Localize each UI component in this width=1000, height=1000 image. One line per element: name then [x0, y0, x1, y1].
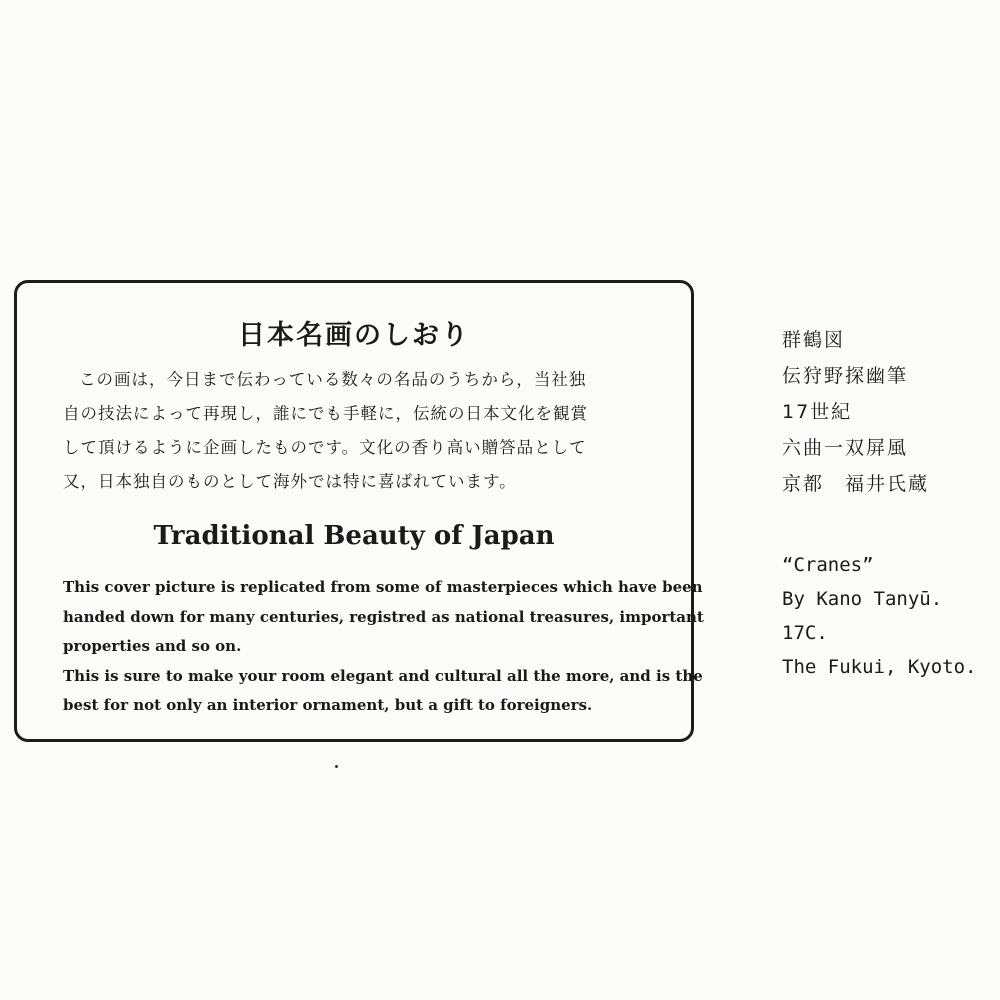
caption-title: 群鶴図: [782, 329, 846, 351]
japanese-line: 又，日本独自のものとして海外では特に喜ばれています。: [63, 472, 517, 491]
english-title: Traditional Beauty of Japan: [153, 521, 555, 551]
caption-artist: 伝狩野探幽筆: [782, 365, 909, 387]
english-line: This cover picture is replicated from some of masterpieces which have been: [63, 578, 703, 596]
print-speck: [335, 765, 338, 768]
caption-period: 17世紀: [782, 401, 853, 423]
japanese-description: [63, 363, 673, 499]
english-caption: [782, 548, 976, 684]
caption-collection: 京都 福井氏蔵: [782, 473, 930, 495]
caption-title-en: “Cranes”: [782, 554, 874, 576]
japanese-line: 自の技法によって再現し，誰にでも手軽に，伝統の日本文化を観賞: [63, 404, 588, 423]
caption-format: 六曲一双屏風: [782, 437, 909, 459]
caption-collection-en: The Fukui, Kyoto.: [782, 656, 977, 678]
english-line: best for not only an interior ornament, but a gift to foreigners.: [63, 696, 593, 714]
english-description: [63, 573, 704, 721]
japanese-caption: [782, 322, 929, 502]
japanese-line: この画は，今日まで伝わっている数々の名品のうちから，当社独: [79, 370, 587, 389]
caption-artist-en: By Kano Tanyū.: [782, 588, 943, 610]
bookmark-card: [14, 280, 704, 742]
english-line: properties and so on.: [63, 637, 242, 655]
english-line: handed down for many centuries, registred as national treasures, important: [63, 607, 704, 626]
japanese-line: して頂けるように企画したものです。文化の香り高い贈答品として: [63, 438, 587, 457]
english-line: This is sure to make your room elegant and cultural all the more, and is the: [63, 666, 703, 685]
japanese-title: 日本名画のしおり: [238, 320, 470, 351]
caption-period-en: 17C.: [782, 622, 828, 644]
